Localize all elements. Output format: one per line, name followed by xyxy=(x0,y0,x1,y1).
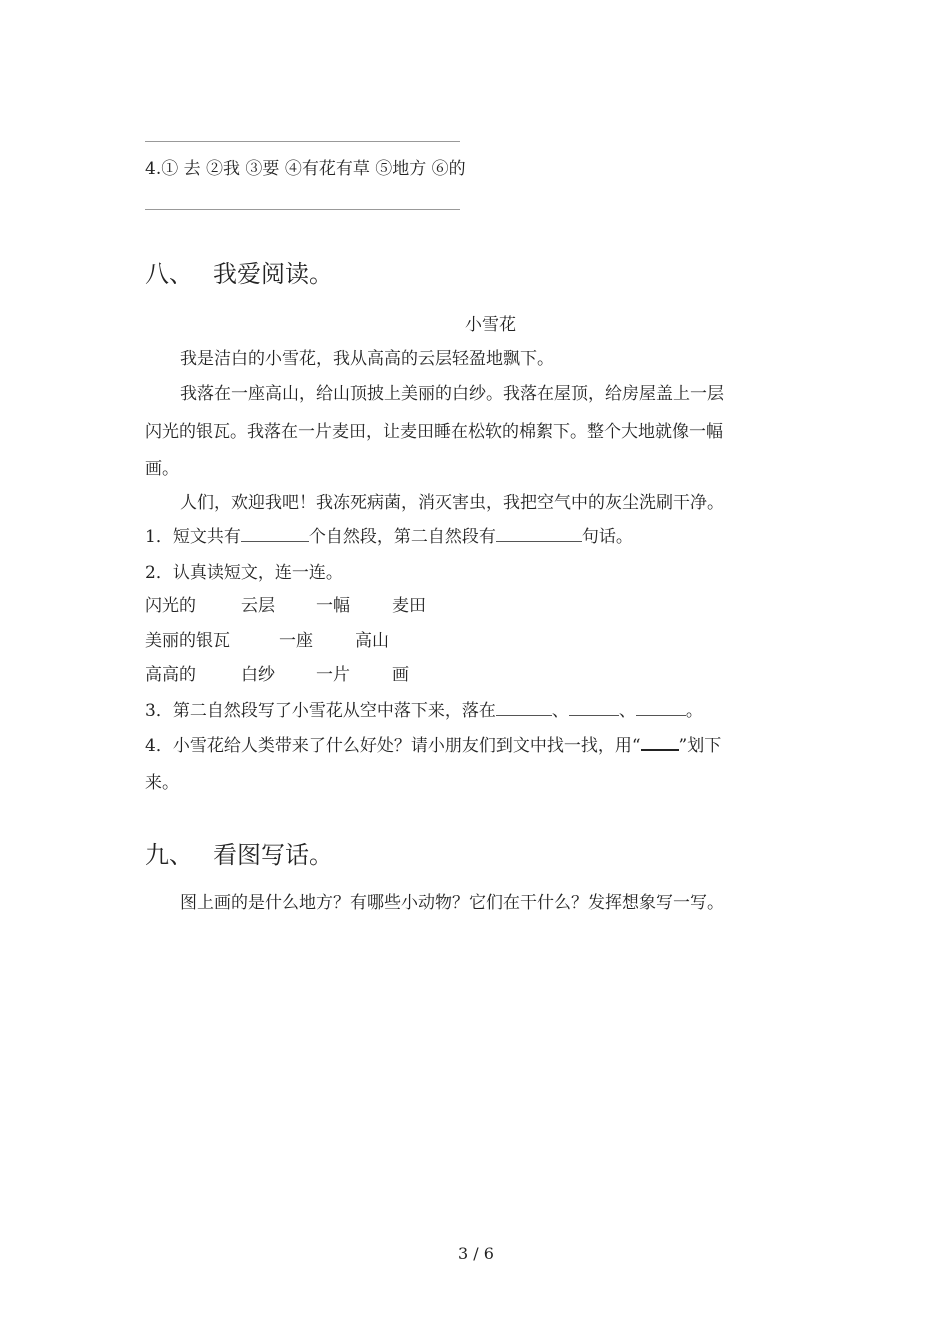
story-paragraph-1: 我是洁白的小雪花，我从高高的云层轻盈地飘下。 xyxy=(180,349,554,369)
answer-line-1 xyxy=(145,141,460,142)
match-word: 白纱 xyxy=(241,665,275,685)
match-word: 云层 xyxy=(241,596,275,616)
story-paragraph-2-line-3: 画。 xyxy=(145,459,179,479)
match-word: 麦田 xyxy=(392,596,426,616)
story-paragraph-2-line-2: 闪光的银瓦。我落在一片麦田，让麦田睡在松软的棉絮下。整个大地就像一幅 xyxy=(145,422,723,442)
question-4-continued: 来。 xyxy=(145,773,179,793)
section-8-number: 八、 xyxy=(145,260,193,288)
story-paragraph-3: 人们，欢迎我吧！我冻死病菌，消灭害虫，我把空气中的灰尘洗刷干净。 xyxy=(180,493,724,513)
picture-writing-prompt: 图上画的是什么地方？有哪些小动物？它们在干什么？发挥想象写一写。 xyxy=(180,893,724,913)
match-word: 一幅 xyxy=(316,596,350,616)
match-word: 高高的 xyxy=(145,665,196,685)
answer-blank[interactable] xyxy=(636,701,686,716)
match-word: 一座 xyxy=(279,631,313,651)
section-9-title: 看图写话。 xyxy=(213,841,333,869)
section-8-title: 我爱阅读。 xyxy=(213,260,333,288)
story-title: 小雪花 xyxy=(465,315,516,335)
answer-line-2 xyxy=(145,209,460,210)
answer-blank[interactable] xyxy=(241,527,309,542)
answer-blank[interactable] xyxy=(569,701,619,716)
section-8-heading xyxy=(145,259,333,289)
question-3: 3．第二自然段写了小雪花从空中落下来，落在 、 、 。 xyxy=(145,701,703,721)
match-word: 高山 xyxy=(355,631,389,651)
section-9-heading xyxy=(145,840,333,870)
answer-blank[interactable] xyxy=(496,527,582,542)
answer-blank[interactable] xyxy=(496,701,552,716)
match-word: 闪光的 xyxy=(145,596,196,616)
section-9-number: 九、 xyxy=(145,841,193,869)
question-1: 1．短文共有 个自然段，第二自然段有 句话。 xyxy=(145,527,633,547)
question-2: 2．认真读短文，连一连。 xyxy=(145,563,343,583)
match-word: 一片 xyxy=(316,665,350,685)
underline-sample xyxy=(641,735,679,751)
match-word: 美丽的银瓦 xyxy=(145,631,230,651)
sentence-order-question: 4.① 去 ②我 ③要 ④有花有草 ⑤地方 ⑥的 xyxy=(145,159,466,179)
question-4: 4．小雪花给人类带来了什么好处？请小朋友们到文中找一找，用“ ”划下 xyxy=(145,736,722,756)
page-number: 3 / 6 xyxy=(458,1244,494,1263)
match-word: 画 xyxy=(392,665,409,685)
story-paragraph-2-line-1: 我落在一座高山，给山顶披上美丽的白纱。我落在屋顶，给房屋盖上一层 xyxy=(180,384,724,404)
